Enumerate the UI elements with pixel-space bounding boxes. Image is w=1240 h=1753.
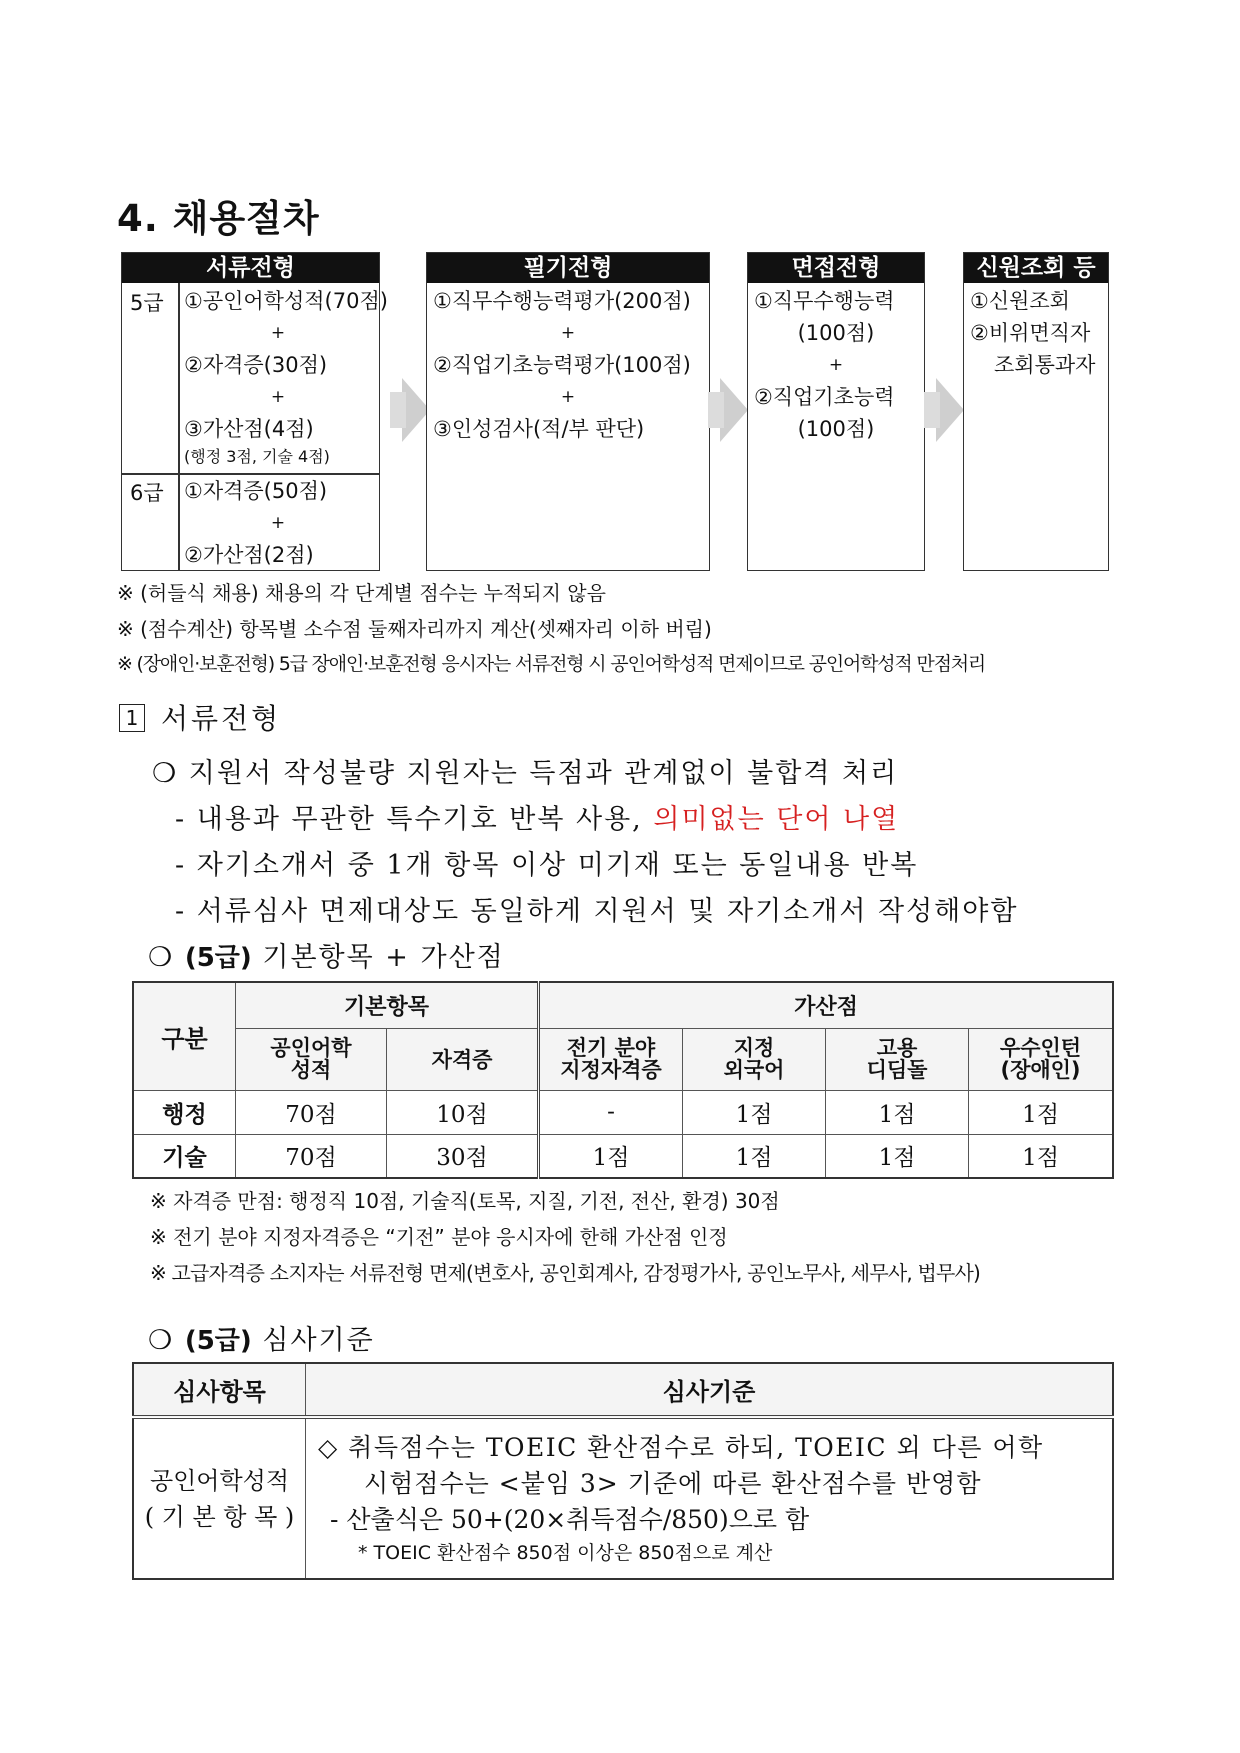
bonus-score-table bbox=[132, 981, 1114, 1179]
table-header-basic: 기본항목 bbox=[236, 982, 539, 1028]
note-line: ※ (허들식 채용) 채용의 각 단계별 점수는 누적되지 않음 bbox=[117, 581, 606, 605]
sub-bullet: - 자기소개서 중 1개 항목 이상 미기재 또는 동일내용 반복 bbox=[175, 850, 919, 881]
flow-doc-g5-line: ②자격증(30점) bbox=[184, 353, 328, 377]
bullet-text: ❍ 지원서 작성불량 지원자는 득점과 관계없이 불합격 처리 bbox=[152, 758, 899, 789]
row-label: 행정 bbox=[133, 1090, 236, 1134]
grade-label: (5급) bbox=[184, 943, 252, 973]
table-cell: 1점 bbox=[826, 1134, 969, 1178]
column-header: 고용 디딤돌 bbox=[826, 1028, 969, 1090]
table-cell: - bbox=[539, 1090, 683, 1134]
column-header: 지정 외국어 bbox=[683, 1028, 826, 1090]
note-line: ※ 자격증 만점: 행정직 10점, 기술직(토목, 지질, 기전, 전산, 환경) 30점 bbox=[150, 1189, 780, 1213]
bullet-heading-text: 기본항목 + 가산점 bbox=[262, 942, 505, 973]
plus-sign: + bbox=[560, 323, 576, 343]
grade-label: (5급) bbox=[184, 1326, 252, 1356]
flow-doc-g5-small: (행정 3점, 기술 4점) bbox=[184, 447, 330, 466]
sub-bullet bbox=[175, 797, 899, 836]
bullet-heading-text: 심사기준 bbox=[262, 1325, 375, 1356]
column-header: 자격증 bbox=[387, 1028, 539, 1090]
flow-arrow-icon bbox=[720, 378, 748, 442]
table-cell: 70점 bbox=[236, 1090, 387, 1134]
bullet-heading bbox=[148, 1318, 375, 1357]
note-line: ※ (점수계산) 항목별 소수점 둘째자리까지 계산(셋째자리 이하 버림) bbox=[117, 617, 712, 641]
grade-5-label: 5급 bbox=[130, 291, 164, 315]
flow-interview-header: 면접전형 bbox=[748, 253, 924, 283]
flow-final-header: 신원조회 등 bbox=[964, 253, 1108, 283]
section-title: 서류전형 bbox=[161, 702, 282, 735]
table-cell: 1점 bbox=[969, 1090, 1114, 1134]
flow-doc-g6-line: ①자격증(50점) bbox=[184, 479, 328, 503]
table-cell: 1점 bbox=[826, 1090, 969, 1134]
plus-sign: + bbox=[560, 387, 576, 407]
flow-background-check bbox=[963, 252, 1109, 571]
criteria-text-cell bbox=[306, 1417, 1114, 1579]
table-cell: 10점 bbox=[387, 1090, 539, 1134]
page-title: 4. 채용절차 bbox=[117, 197, 320, 240]
grade-6-label: 6급 bbox=[130, 481, 164, 505]
flow-written-header: 필기전형 bbox=[427, 253, 709, 283]
criteria-item-name: 공인어학성적 bbox=[149, 1466, 290, 1495]
plus-sign: + bbox=[828, 355, 844, 375]
column-header: 우수인턴 (장애인) bbox=[969, 1028, 1114, 1090]
column-header: 공인어학 성적 bbox=[236, 1028, 387, 1090]
criteria-footnote: * TOEIC 환산점수 850점 이상은 850점으로 계산 bbox=[358, 1541, 773, 1564]
column-header: 전기 분야 지정자격증 bbox=[539, 1028, 683, 1090]
flow-doc-g6-line: ②가산점(2점) bbox=[184, 543, 314, 567]
table-cell: 30점 bbox=[387, 1134, 539, 1178]
table-row bbox=[133, 1090, 1113, 1134]
table-cell: 1점 bbox=[969, 1134, 1114, 1178]
flow-final-line: ①신원조회 bbox=[970, 289, 1070, 313]
criteria-item-type: ( 기 본 항 목 ) bbox=[144, 1502, 295, 1531]
criteria-item-cell bbox=[133, 1417, 306, 1579]
flow-written-line: ③인성검사(적/부 판단) bbox=[433, 417, 645, 441]
highlighted-text: 의미없는 단어 나열 bbox=[653, 804, 900, 835]
table-cell: 1점 bbox=[683, 1090, 826, 1134]
bullet-mark: ❍ bbox=[148, 942, 175, 973]
criteria-line: - 산출식은 50+(20×취득점수/850)으로 함 bbox=[330, 1504, 810, 1534]
table-cell: 70점 bbox=[236, 1134, 387, 1178]
flow-document-header: 서류전형 bbox=[122, 253, 379, 283]
bullet-heading bbox=[148, 935, 505, 974]
plus-sign: + bbox=[270, 323, 286, 343]
plus-sign: + bbox=[270, 387, 286, 407]
note-line: ※ 전기 분야 지정자격증은 “기전” 분야 응시자에 한해 가산점 인정 bbox=[150, 1225, 728, 1249]
criteria-line: 시험점수는 <붙임 3> 기준에 따른 환산점수를 반영함 bbox=[364, 1468, 982, 1498]
flow-document-screening bbox=[121, 252, 388, 571]
plus-sign: + bbox=[270, 513, 286, 533]
flow-final-line: ②비위면직자 bbox=[970, 321, 1091, 345]
flow-written-line: ②직업기초능력평가(100점) bbox=[433, 353, 691, 377]
note-line: ※ (장애인·보훈전형) 5급 장애인·보훈전형 응시자는 서류전형 시 공인어학성적 면제이므로 공인어학성적 만점처리 bbox=[117, 653, 986, 675]
flow-interview-line: (100점) bbox=[797, 417, 875, 441]
flow-arrow-icon bbox=[936, 378, 964, 442]
flow-interview-line: (100점) bbox=[797, 321, 875, 345]
criteria-line: ◇ 취득점수는 TOEIC 환산점수로 하되, TOEIC 외 다른 어학 bbox=[318, 1432, 1044, 1462]
bullet-mark: ❍ bbox=[148, 1325, 175, 1356]
note-line: ※ 고급자격증 소지자는 서류전형 면제(변호사, 공인회계사, 감정평가사, 공인노무사, 세무사, 법무사) bbox=[150, 1261, 981, 1285]
screening-criteria-table bbox=[132, 1362, 1114, 1580]
flow-interview bbox=[747, 252, 925, 571]
table-cell: 1점 bbox=[683, 1134, 826, 1178]
sub-bullet: - 서류심사 면제대상도 동일하게 지원서 및 자기소개서 작성해야함 bbox=[175, 896, 1019, 927]
flow-written-exam bbox=[426, 252, 710, 571]
table-header-item: 심사항목 bbox=[133, 1363, 306, 1417]
section-number-box: 1 bbox=[119, 704, 145, 732]
flow-written-line: ①직무수행능력평가(200점) bbox=[433, 289, 691, 313]
table-header-criteria: 심사기준 bbox=[306, 1363, 1114, 1417]
row-label: 기술 bbox=[133, 1134, 236, 1178]
flow-final-line: 조회통과자 bbox=[994, 353, 1096, 377]
table-header-bonus: 가산점 bbox=[539, 982, 1114, 1028]
sub-bullet-text: - 내용과 무관한 특수기호 반복 사용, bbox=[175, 804, 654, 835]
table-row bbox=[133, 1134, 1113, 1178]
flow-interview-line: ①직무수행능력 bbox=[754, 289, 895, 313]
flow-doc-g5-line: ①공인어학성적(70점) bbox=[184, 289, 388, 313]
table-header-category: 구분 bbox=[133, 982, 236, 1090]
flow-doc-g5-line: ③가산점(4점) bbox=[184, 417, 314, 441]
table-cell: 1점 bbox=[539, 1134, 683, 1178]
section-heading bbox=[119, 697, 281, 737]
flow-interview-line: ②직업기초능력 bbox=[754, 385, 895, 409]
